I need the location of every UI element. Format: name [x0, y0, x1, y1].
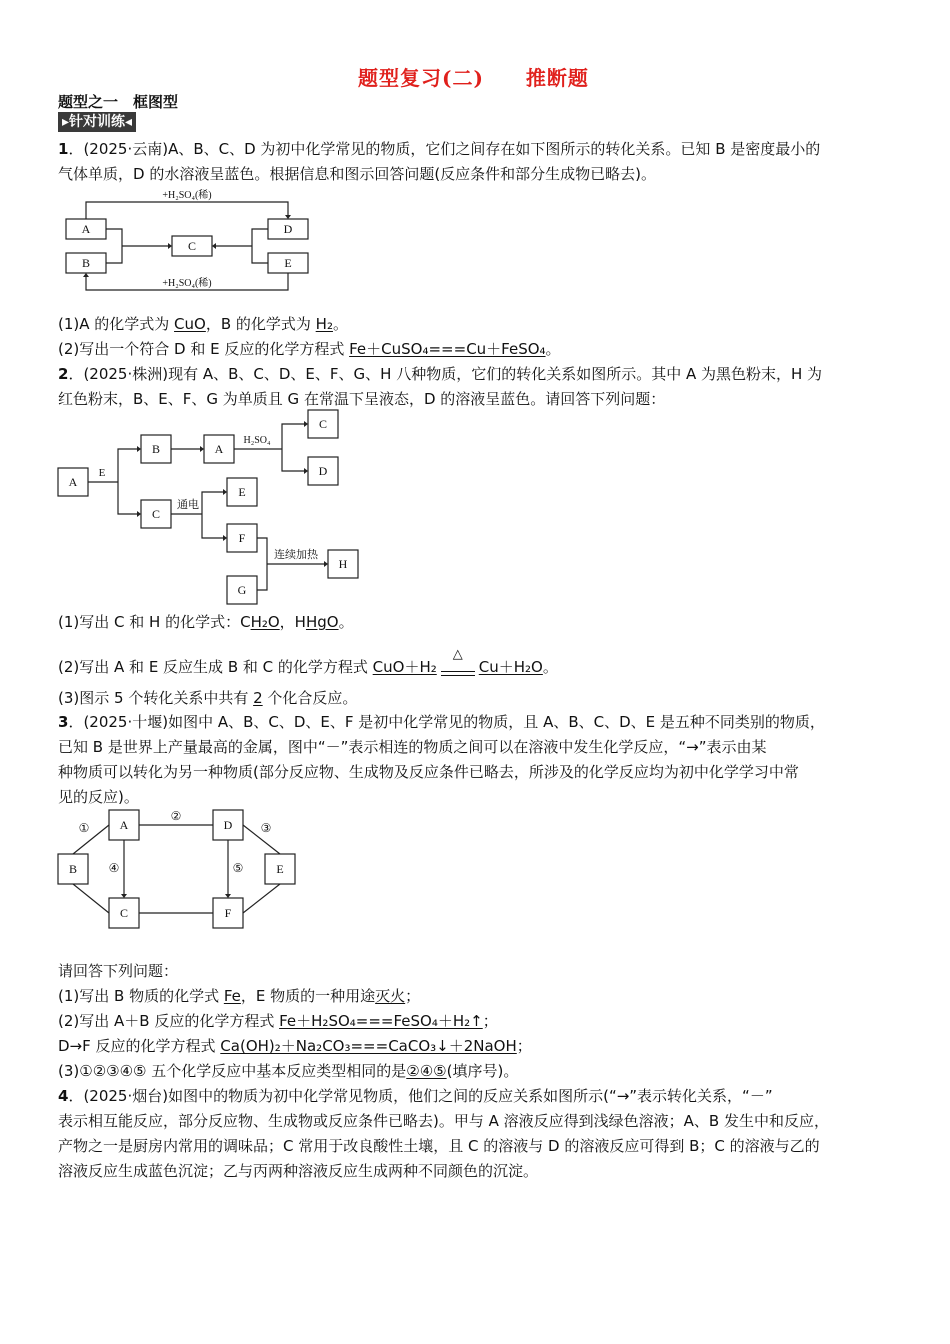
q2-a2-condition — [437, 647, 479, 676]
q3-answer-1 — [58, 987, 420, 1005]
q3-a2-prefix: (2)写出 A＋B 反应的化学方程式 — [58, 1012, 280, 1030]
q1-label-c: C — [187, 239, 197, 253]
q2-a3-end: 个化合反应。 — [262, 689, 358, 707]
q3-line-2: 已知 B 是世界上产量最高的金属，图中“－”表示相连的物质之间可以在溶液中发生化学反应，“→”表示由某 — [58, 738, 767, 756]
q2-a1-prefix: (1)写出 C 和 H 的化学式：C — [58, 613, 251, 631]
q3-prompt: 请回答下列问题： — [58, 962, 179, 980]
q3-label-b: B — [68, 862, 78, 876]
q1-top-acid-label: +H₂SO₄(稀) — [162, 190, 212, 201]
q2-a2-answer-right: Cu＋H₂O — [478, 658, 543, 676]
q4-line-1 — [58, 1087, 773, 1105]
q2-arrow-label-acid: H₂SO₄ — [243, 435, 271, 446]
q3-a3-answer: ②④⑤ — [406, 1062, 447, 1080]
q3-a1-end: ； — [405, 987, 421, 1005]
q2-line-2: 红色粉末，B、E、F、G 为单质且 G 在常温下呈液态，D 的溶液呈蓝色。请回答下列问题： — [58, 390, 666, 408]
section-heading: 题型之一 框图型 — [58, 93, 179, 111]
q2-label-h: H — [338, 557, 348, 571]
q2-text-1: ．(2025·株洲)现有 A、B、C、D、E、F、G、H 八种物质，它们的转化关系如图所示。其中 A 为黑色粉末，H 为 — [68, 365, 823, 383]
q2-heat-symbol: △ — [452, 647, 463, 662]
q3-text-1: ．(2025·十堰)如图中 A、B、C、D、E、F 是初中化学常见的物质，且 A、B、C、D、E 是五种不同类别的物质， — [68, 713, 825, 731]
badge-label: 针对训练 — [69, 114, 126, 130]
q1-a1-end: 。 — [332, 315, 348, 333]
q3-label-e: E — [276, 862, 284, 876]
q1-label-e: E — [284, 256, 292, 270]
q2-diagram — [56, 408, 366, 606]
q3-answer-2 — [58, 1012, 498, 1030]
q2-label-c: C — [151, 507, 161, 521]
q2-a1-end: 。 — [338, 613, 354, 631]
q2-answer-1 — [58, 613, 354, 631]
q3-a1-answer-2: 灭火 — [375, 987, 406, 1005]
q3-line-1 — [58, 713, 825, 731]
q2-arrow-label-elec: 通电 — [177, 499, 199, 511]
q2-number: 2 — [58, 365, 69, 383]
q4-line-4: 溶液反应生成蓝色沉淀；乙与丙两种溶液反应生成两种不同颜色的沉淀。 — [58, 1162, 539, 1180]
q1-a1-mid: ，B 的化学式为 — [205, 315, 316, 333]
q3-a2-answer: Fe＋H₂SO₄===FeSO₄＋H₂↑ — [279, 1012, 483, 1030]
q1-bottom-acid-label: +H₂SO₄(稀) — [162, 278, 212, 289]
q1-number: 1 — [58, 140, 69, 158]
q2-label-a2: A — [214, 442, 224, 456]
q3-label-d: D — [223, 818, 233, 832]
q2-label-c2: C — [318, 417, 328, 431]
q3-label-c: C — [119, 906, 129, 920]
q1-answer-2 — [58, 340, 561, 358]
q3-answer-2b — [58, 1037, 532, 1055]
q2-label-g: G — [237, 583, 247, 597]
q3-answer-3 — [58, 1062, 518, 1080]
q4-line-2: 表示相互能反应，部分反应物、生成物或反应条件已略去)。甲与 A 溶液反应得到浅绿色溶液；A、B 发生中和反应， — [58, 1112, 829, 1130]
q4-number: 4 — [58, 1087, 69, 1105]
q3-a2b-end: ； — [516, 1037, 532, 1055]
q3-label-f: F — [224, 906, 232, 920]
q1-label-b: B — [81, 256, 91, 270]
q2-label-d: D — [318, 464, 328, 478]
q4-line-3: 产物之一是厨房内常用的调味品；C 常用于改良酸性土壤，且 C 的溶液与 D 的溶液反应可得到 B；C 的溶液与乙的 — [58, 1137, 820, 1155]
q1-line-2: 气体单质，D 的水溶液呈蓝色。根据信息和图示回答问题(反应条件和部分生成物已略去)。 — [58, 165, 657, 183]
page-title: 题型复习(二) 推断题 — [358, 66, 589, 90]
q2-line-1 — [58, 365, 822, 383]
q2-a2-prefix: (2)写出 A 和 E 反应生成 B 和 C 的化学方程式 — [58, 658, 373, 676]
practice-badge — [58, 112, 136, 132]
q2-answer-2 — [58, 647, 558, 676]
q3-mark-1: ① — [78, 821, 90, 835]
q2-label-b: B — [151, 442, 161, 456]
back-icon: ◂ — [125, 114, 133, 130]
q2-arrow-label-e: E — [98, 467, 106, 479]
q1-diagram — [60, 188, 320, 296]
q2-a3-prefix: (3)图示 5 个转化关系中共有 — [58, 689, 254, 707]
q1-a1-answer-1: CuO — [174, 315, 206, 333]
q3-a2b-answer: Ca(OH)₂＋Na₂CO₃===CaCO₃↓＋2NaOH — [220, 1037, 517, 1055]
q3-line-4: 见的反应)。 — [58, 788, 139, 806]
q2-a1-answer-2: HgO — [305, 613, 339, 631]
q3-label-a: A — [119, 818, 129, 832]
q3-number: 3 — [58, 713, 69, 731]
q1-label-a: A — [81, 222, 91, 236]
q1-a1-answer-2: H₂ — [315, 315, 333, 333]
q2-a2-end: 。 — [542, 658, 558, 676]
play-icon: ▸ — [62, 114, 70, 130]
q1-answer-1 — [58, 315, 348, 333]
q3-a3-end: (填序号)。 — [446, 1062, 519, 1080]
q3-diagram — [56, 808, 300, 938]
q3-mark-3: ③ — [260, 821, 272, 835]
q3-mark-2: ② — [170, 809, 182, 823]
q3-a1-mid: ，E 物质的一种用途 — [240, 987, 376, 1005]
q3-a1-answer-1: Fe — [223, 987, 241, 1005]
q1-label-d: D — [283, 222, 293, 236]
q1-top-line — [86, 202, 288, 219]
q2-label-f: F — [238, 531, 246, 545]
q2-label-a: A — [68, 475, 78, 489]
q3-a3-prefix: (3)①②③④⑤ 五个化学反应中基本反应类型相同的是 — [58, 1062, 407, 1080]
q3-a1-prefix: (1)写出 B 物质的化学式 — [58, 987, 224, 1005]
q3-mark-5: ⑤ — [232, 861, 244, 875]
q1-line-1 — [58, 140, 820, 158]
q1-a2-answer: Fe＋CuSO₄===Cu＋FeSO₄ — [349, 340, 546, 358]
q3-line-3: 种物质可以转化为另一种物质(部分反应物、生成物及反应条件已略去，所涉及的化学反应均为初中化学学习中常 — [58, 763, 799, 781]
q3-a2b-prefix: D→F 反应的化学方程式 — [58, 1037, 221, 1055]
q2-arrow-label-heat: 连续加热 — [274, 549, 318, 561]
q2-label-e: E — [238, 485, 246, 499]
q1-text-1: ．(2025·云南)A、B、C、D 为初中化学常见的物质，它们之间存在如下图所示的转化关系。已知 B 是密度最小的 — [68, 140, 821, 158]
q2-equals-bar — [441, 671, 475, 676]
q3-mark-4: ④ — [108, 861, 120, 875]
q2-a1-mid: ，H — [279, 613, 306, 631]
q1-a2-prefix: (2)写出一个符合 D 和 E 反应的化学方程式 — [58, 340, 350, 358]
q2-a2-answer-left: CuO＋H₂ — [372, 658, 437, 676]
q1-a1-prefix: (1)A 的化学式为 — [58, 315, 175, 333]
q3-a2-end: ； — [482, 1012, 498, 1030]
q1-a2-end: 。 — [545, 340, 561, 358]
q4-text-1: ．(2025·烟台)如图中的物质为初中化学常见物质，他们之间的反应关系如图所示(“→”表示转化关系，“－” — [68, 1087, 773, 1105]
q2-a1-answer-1: H₂O — [250, 613, 280, 631]
q2-answer-3 — [58, 689, 357, 707]
q2-a3-answer: 2 — [253, 689, 263, 707]
